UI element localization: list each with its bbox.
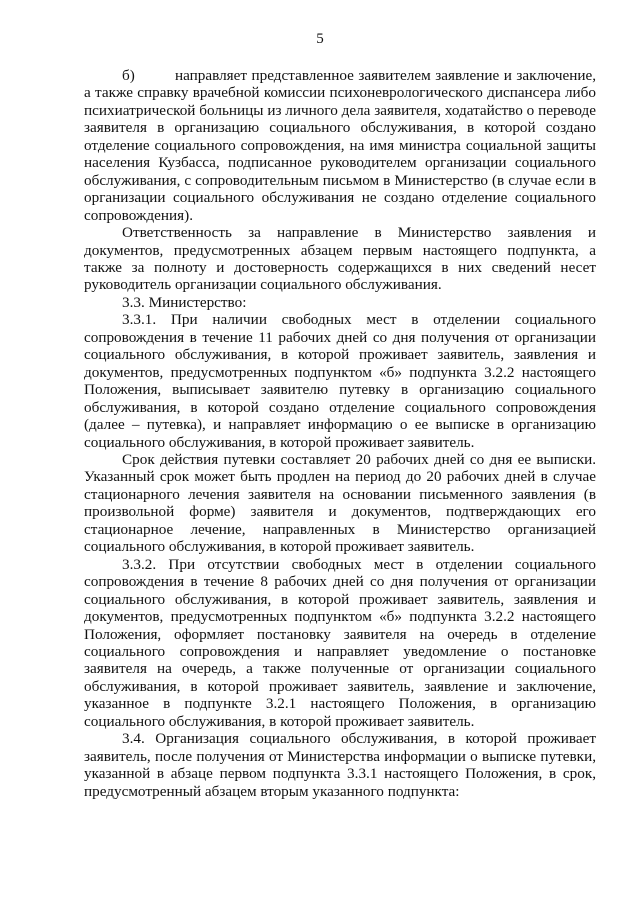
list-marker: б) bbox=[122, 67, 135, 84]
paragraph-3-4: 3.4. Организация социального обслуживания, в которой проживает заявитель, после получения от Министерства информации о выписке путевки, указанной в абзаце первом подпункта 3.3.1 настоящего Положения, в срок, предусмотренный абзацем вторым указанного подпункта: bbox=[84, 730, 596, 800]
section-heading-3-3: 3.3. Министерство: bbox=[122, 293, 247, 311]
paragraph-b bbox=[84, 67, 596, 224]
paragraph-validity-period: Срок действия путевки составляет 20 рабочих дней со дня ее выписки. Указанный срок может быть продлен на период до 20 рабочих дней в случае стационарного лечения заявителя на основании письменного заявления (в произвольной форме) заявителя и документов, подтверждающих его стационарное лечение, направленных в Министерство организацией социального обслуживания, в которой проживает заявитель. bbox=[84, 450, 596, 556]
document-body bbox=[84, 67, 596, 800]
paragraph-text: направляет представленное заявителем заявление и заключение, а также справку врачебной комиссии психоневрологического диспансера либо психиатрической больницы из личного дела заявителя, ходатайство о переводе заявителя в организацию социального обслуживания, в которой создано отделение социального сопровождения, на имя министра социальной защиты населения Кузбасса, подписанное руководителем организации социального обслуживания, с сопроводительным письмом в Министерство (в случае если в организации социального обслуживания не создано отделение социального сопровождения). bbox=[84, 67, 596, 224]
paragraph-3-3-1: 3.3.1. При наличии свободных мест в отделении социального сопровождения в течение 11 рабочих дней со дня получения от организации социального обслуживания, в которой проживает заявитель, заявления и документов, предусмотренных подпунктом «б» подпункта 3.2.2 настоящего Положения, выписывает заявителю путевку в организацию социального обслуживания, в которой создано отделение социального сопровождения (далее – путевка), и направляет информацию о ее выписке в организацию социального обслуживания, в которой проживает заявитель. bbox=[84, 311, 596, 451]
page-number: 5 bbox=[316, 31, 324, 47]
paragraph-3-3-2: 3.3.2. При отсутствии свободных мест в отделении социального сопровождения в течение 8 рабочих дней со дня получения от организации социального обслуживания, в которой проживает заявитель, заявления и документов, предусмотренных подпунктом «б» подпункта 3.2.2 настоящего Положения, оформляет постановку заявителя на очередь в отделение социального сопровождения и направляет уведомление о постановке заявителя на очередь, а также полученные от организации социального обслуживания, в которой проживает заявитель, заявление и заключение, указанное в подпункте 3.2.1 настоящего Положения, в организацию социального обслуживания, в которой проживает заявитель. bbox=[84, 555, 596, 730]
paragraph-responsibility: Ответственность за направление в Министерство заявления и документов, предусмотренных абзацем первым настоящего подпункта, а также за полноту и достоверность содержащихся в них сведений несет руководитель организации социального обслуживания. bbox=[84, 224, 596, 294]
